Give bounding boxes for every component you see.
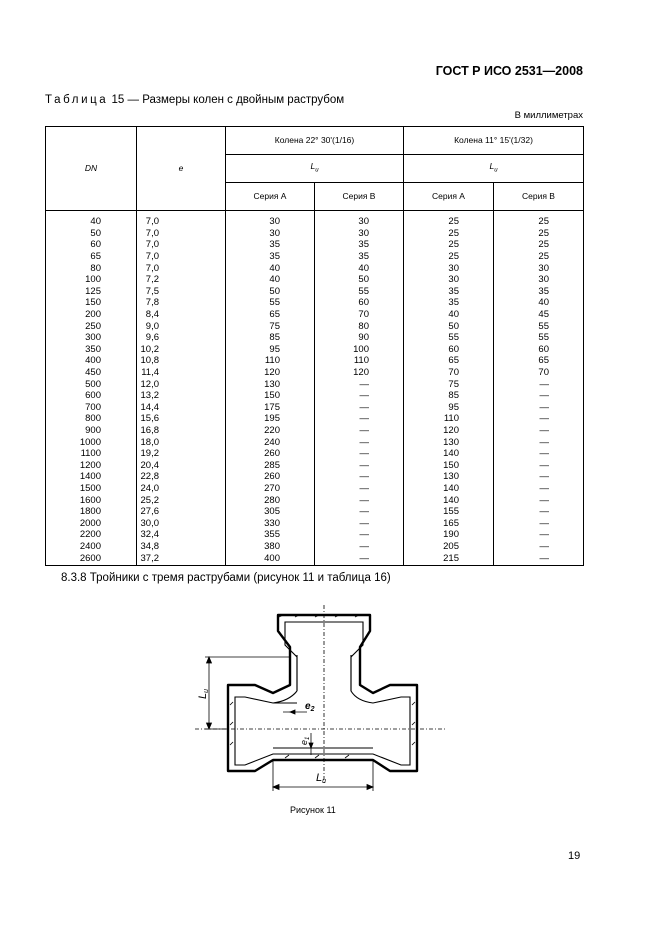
lu-horizontal-label bbox=[316, 772, 326, 785]
col-header-series-b-11: Серия В bbox=[494, 183, 584, 211]
table-row bbox=[46, 344, 584, 356]
cell-dn: 900 bbox=[46, 425, 137, 437]
cell-11-series-a: 25 bbox=[404, 211, 494, 228]
cell-22-series-b: — bbox=[315, 541, 404, 553]
lu-vertical-arrow-top bbox=[207, 657, 212, 663]
cell-e: 18,0 bbox=[137, 436, 226, 448]
cell-dn: 800 bbox=[46, 413, 137, 425]
table-row bbox=[46, 297, 584, 309]
cell-22-series-a: 280 bbox=[226, 494, 315, 506]
cell-11-series-a: 30 bbox=[404, 262, 494, 274]
cell-11-series-b: 30 bbox=[494, 262, 584, 274]
cell-22-series-b: 40 bbox=[315, 262, 404, 274]
cell-11-series-a: 95 bbox=[404, 402, 494, 414]
cell-11-series-a: 155 bbox=[404, 506, 494, 518]
cell-11-series-a: 130 bbox=[404, 436, 494, 448]
cell-e: 37,2 bbox=[137, 552, 226, 565]
cell-22-series-b: — bbox=[315, 402, 404, 414]
cell-e: 22,8 bbox=[137, 471, 226, 483]
cell-dn: 350 bbox=[46, 344, 137, 356]
cell-dn: 1000 bbox=[46, 436, 137, 448]
table-row bbox=[46, 262, 584, 274]
cell-11-series-a: 70 bbox=[404, 367, 494, 379]
cell-11-series-b: 55 bbox=[494, 320, 584, 332]
cell-22-series-a: 120 bbox=[226, 367, 315, 379]
cell-22-series-a: 260 bbox=[226, 471, 315, 483]
cell-11-series-a: 140 bbox=[404, 483, 494, 495]
cell-22-series-b: — bbox=[315, 471, 404, 483]
cell-11-series-a: 75 bbox=[404, 378, 494, 390]
cell-dn: 1600 bbox=[46, 494, 137, 506]
lu-subscript: u bbox=[315, 167, 319, 174]
table-row bbox=[46, 332, 584, 344]
cell-e: 7,0 bbox=[137, 262, 226, 274]
cell-22-series-b: — bbox=[315, 517, 404, 529]
cell-dn: 450 bbox=[46, 367, 137, 379]
cell-11-series-b: 40 bbox=[494, 297, 584, 309]
cell-11-series-a: 25 bbox=[404, 251, 494, 263]
cell-dn: 125 bbox=[46, 286, 137, 298]
table-row bbox=[46, 413, 584, 425]
table-row bbox=[46, 506, 584, 518]
cell-22-series-b: 60 bbox=[315, 297, 404, 309]
cell-11-series-b: — bbox=[494, 448, 584, 460]
cell-dn: 2200 bbox=[46, 529, 137, 541]
cell-dn: 50 bbox=[46, 228, 137, 240]
table-row bbox=[46, 541, 584, 553]
cell-11-series-a: 110 bbox=[404, 413, 494, 425]
cell-dn: 1500 bbox=[46, 483, 137, 495]
standard-header: ГОСТ Р ИСО 2531—2008 bbox=[435, 64, 583, 78]
cell-22-series-b: 50 bbox=[315, 274, 404, 286]
cell-22-series-b: 120 bbox=[315, 367, 404, 379]
cell-22-series-b: 90 bbox=[315, 332, 404, 344]
cell-11-series-b: — bbox=[494, 529, 584, 541]
cell-22-series-a: 40 bbox=[226, 262, 315, 274]
cell-dn: 40 bbox=[46, 211, 137, 228]
table-row bbox=[46, 494, 584, 506]
cell-e: 27,6 bbox=[137, 506, 226, 518]
cell-11-series-b: 35 bbox=[494, 286, 584, 298]
cell-dn: 1800 bbox=[46, 506, 137, 518]
cell-e: 20,4 bbox=[137, 459, 226, 471]
cell-22-series-b: — bbox=[315, 436, 404, 448]
cell-11-series-a: 215 bbox=[404, 552, 494, 565]
cell-22-series-a: 35 bbox=[226, 251, 315, 263]
cell-22-series-a: 220 bbox=[226, 425, 315, 437]
lu-symbol: L bbox=[310, 160, 316, 171]
cell-dn: 2600 bbox=[46, 552, 137, 565]
cell-11-series-a: 60 bbox=[404, 344, 494, 356]
table-caption-label: Таблица bbox=[45, 94, 109, 106]
cell-e: 16,8 bbox=[137, 425, 226, 437]
cell-22-series-b: 55 bbox=[315, 286, 404, 298]
figure-caption: Рисунок 11 bbox=[290, 805, 336, 815]
col-header-dn: DN bbox=[46, 127, 137, 211]
table-row bbox=[46, 320, 584, 332]
cell-11-series-b: — bbox=[494, 552, 584, 565]
table-row bbox=[46, 471, 584, 483]
cell-11-series-a: 130 bbox=[404, 471, 494, 483]
cell-e: 7,0 bbox=[137, 228, 226, 240]
table-row bbox=[46, 436, 584, 448]
lu-horizontal-arrow-right bbox=[367, 785, 373, 790]
cell-11-series-a: 35 bbox=[404, 286, 494, 298]
cell-22-series-b: — bbox=[315, 448, 404, 460]
cell-e: 14,4 bbox=[137, 402, 226, 414]
cell-22-series-a: 55 bbox=[226, 297, 315, 309]
table-row bbox=[46, 228, 584, 240]
table-row bbox=[46, 402, 584, 414]
cell-e: 13,2 bbox=[137, 390, 226, 402]
cell-dn: 500 bbox=[46, 378, 137, 390]
table-row bbox=[46, 448, 584, 460]
cell-22-series-b: 110 bbox=[315, 355, 404, 367]
e2-label bbox=[305, 701, 315, 713]
cell-dn: 400 bbox=[46, 355, 137, 367]
cell-22-series-a: 305 bbox=[226, 506, 315, 518]
cell-22-series-a: 30 bbox=[226, 228, 315, 240]
cell-dn: 600 bbox=[46, 390, 137, 402]
cell-e: 11,4 bbox=[137, 367, 226, 379]
cell-e: 8,4 bbox=[137, 309, 226, 321]
cell-22-series-a: 400 bbox=[226, 552, 315, 565]
cell-22-series-a: 175 bbox=[226, 402, 315, 414]
cell-22-series-b: 35 bbox=[315, 251, 404, 263]
cell-11-series-b: 65 bbox=[494, 355, 584, 367]
cell-dn: 1400 bbox=[46, 471, 137, 483]
cell-11-series-b: — bbox=[494, 402, 584, 414]
lu-horizontal-subscript: u bbox=[322, 778, 327, 785]
cell-11-series-a: 40 bbox=[404, 309, 494, 321]
cell-e: 7,0 bbox=[137, 239, 226, 251]
table-row bbox=[46, 309, 584, 321]
cell-11-series-a: 30 bbox=[404, 274, 494, 286]
cell-11-series-b: — bbox=[494, 494, 584, 506]
col-header-elbow-11: Колена 11° 15'(1/32) bbox=[404, 127, 584, 155]
lu-symbol: L bbox=[489, 160, 495, 171]
cell-22-series-a: 30 bbox=[226, 211, 315, 228]
cell-11-series-a: 35 bbox=[404, 297, 494, 309]
cell-22-series-a: 35 bbox=[226, 239, 315, 251]
cell-11-series-b: — bbox=[494, 390, 584, 402]
cell-22-series-a: 380 bbox=[226, 541, 315, 553]
cell-22-series-a: 330 bbox=[226, 517, 315, 529]
cell-e: 12,0 bbox=[137, 378, 226, 390]
cell-e: 7,0 bbox=[137, 251, 226, 263]
cell-11-series-a: 205 bbox=[404, 541, 494, 553]
col-header-lu-22 bbox=[226, 155, 404, 183]
table-row bbox=[46, 390, 584, 402]
cell-11-series-b: 45 bbox=[494, 309, 584, 321]
units-note: В миллиметрах bbox=[514, 110, 583, 121]
cell-dn: 60 bbox=[46, 239, 137, 251]
cell-11-series-b: — bbox=[494, 413, 584, 425]
lu-vertical-arrow-bottom bbox=[207, 723, 212, 729]
cell-11-series-a: 120 bbox=[404, 425, 494, 437]
lu-vertical-label bbox=[197, 689, 210, 699]
cell-22-series-a: 130 bbox=[226, 378, 315, 390]
cell-11-series-b: — bbox=[494, 483, 584, 495]
cell-e: 7,0 bbox=[137, 211, 226, 228]
cell-e: 7,2 bbox=[137, 274, 226, 286]
cell-22-series-a: 85 bbox=[226, 332, 315, 344]
cell-dn: 250 bbox=[46, 320, 137, 332]
cell-11-series-a: 165 bbox=[404, 517, 494, 529]
e2-symbol: e bbox=[305, 701, 311, 712]
cell-e: 32,4 bbox=[137, 529, 226, 541]
lu-horizontal-arrow-left bbox=[273, 785, 279, 790]
cell-e: 19,2 bbox=[137, 448, 226, 460]
cell-11-series-b: 25 bbox=[494, 211, 584, 228]
cell-dn: 1100 bbox=[46, 448, 137, 460]
cell-e: 34,8 bbox=[137, 541, 226, 553]
cell-22-series-b: 70 bbox=[315, 309, 404, 321]
cell-22-series-b: — bbox=[315, 494, 404, 506]
cell-11-series-b: 25 bbox=[494, 239, 584, 251]
cell-dn: 300 bbox=[46, 332, 137, 344]
table-row bbox=[46, 483, 584, 495]
cell-e: 10,8 bbox=[137, 355, 226, 367]
cell-22-series-a: 110 bbox=[226, 355, 315, 367]
cell-dn: 200 bbox=[46, 309, 137, 321]
cell-e: 25,2 bbox=[137, 494, 226, 506]
cell-11-series-b: — bbox=[494, 541, 584, 553]
cell-22-series-b: — bbox=[315, 483, 404, 495]
cell-22-series-b: 100 bbox=[315, 344, 404, 356]
col-header-series-a-22: Серия А bbox=[226, 183, 315, 211]
cell-dn: 2000 bbox=[46, 517, 137, 529]
cell-dn: 150 bbox=[46, 297, 137, 309]
lu-vertical-symbol: L bbox=[197, 692, 209, 699]
cell-dn: 65 bbox=[46, 251, 137, 263]
cell-e: 9,6 bbox=[137, 332, 226, 344]
cell-22-series-b: — bbox=[315, 552, 404, 565]
col-header-series-b-22: Серия В bbox=[315, 183, 404, 211]
cell-22-series-a: 95 bbox=[226, 344, 315, 356]
cell-11-series-b: — bbox=[494, 517, 584, 529]
e1-subscript: 1 bbox=[305, 736, 311, 740]
table-row bbox=[46, 378, 584, 390]
cell-11-series-a: 150 bbox=[404, 459, 494, 471]
col-header-e: e bbox=[137, 127, 226, 211]
cell-e: 9,0 bbox=[137, 320, 226, 332]
cell-22-series-b: — bbox=[315, 425, 404, 437]
table-row bbox=[46, 274, 584, 286]
cell-dn: 700 bbox=[46, 402, 137, 414]
cell-dn: 1200 bbox=[46, 459, 137, 471]
table-row bbox=[46, 286, 584, 298]
cell-22-series-b: 80 bbox=[315, 320, 404, 332]
cell-22-series-a: 75 bbox=[226, 320, 315, 332]
section-heading: 8.3.8 Тройники с тремя раструбами (рисунок 11 и таблица 16) bbox=[61, 572, 391, 584]
cell-11-series-b: — bbox=[494, 378, 584, 390]
cell-11-series-b: 30 bbox=[494, 274, 584, 286]
cell-e: 24,0 bbox=[137, 483, 226, 495]
cell-e: 10,2 bbox=[137, 344, 226, 356]
cell-11-series-a: 25 bbox=[404, 239, 494, 251]
cell-22-series-b: — bbox=[315, 378, 404, 390]
cell-22-series-b: — bbox=[315, 506, 404, 518]
table-row bbox=[46, 425, 584, 437]
table-row bbox=[46, 211, 584, 228]
cell-22-series-a: 195 bbox=[226, 413, 315, 425]
cell-22-series-a: 270 bbox=[226, 483, 315, 495]
cell-11-series-b: — bbox=[494, 471, 584, 483]
cell-e: 7,5 bbox=[137, 286, 226, 298]
cell-22-series-b: — bbox=[315, 529, 404, 541]
e2-subscript: 2 bbox=[310, 706, 315, 713]
cell-22-series-a: 50 bbox=[226, 286, 315, 298]
cell-11-series-a: 55 bbox=[404, 332, 494, 344]
page-number: 19 bbox=[568, 850, 581, 862]
cell-11-series-a: 140 bbox=[404, 448, 494, 460]
e1-symbol: e bbox=[299, 739, 309, 745]
cell-22-series-a: 285 bbox=[226, 459, 315, 471]
cell-11-series-b: 60 bbox=[494, 344, 584, 356]
table-row bbox=[46, 552, 584, 565]
cell-11-series-b: 55 bbox=[494, 332, 584, 344]
cell-11-series-a: 65 bbox=[404, 355, 494, 367]
table-row bbox=[46, 367, 584, 379]
cell-22-series-a: 355 bbox=[226, 529, 315, 541]
tee-drawing bbox=[195, 605, 445, 800]
cell-22-series-b: 30 bbox=[315, 228, 404, 240]
cell-11-series-b: 25 bbox=[494, 228, 584, 240]
cell-11-series-a: 85 bbox=[404, 390, 494, 402]
table-row bbox=[46, 529, 584, 541]
col-header-lu-11 bbox=[404, 155, 584, 183]
table-caption-title: — Размеры колен с двойным раструбом bbox=[127, 94, 345, 106]
cell-11-series-b: — bbox=[494, 425, 584, 437]
cell-22-series-b: 30 bbox=[315, 211, 404, 228]
lu-vertical-subscript: u bbox=[203, 688, 210, 693]
cell-11-series-b: — bbox=[494, 506, 584, 518]
lu-subscript: u bbox=[494, 167, 498, 174]
table-row bbox=[46, 251, 584, 263]
cell-22-series-a: 150 bbox=[226, 390, 315, 402]
cell-11-series-b: — bbox=[494, 459, 584, 471]
table-row bbox=[46, 355, 584, 367]
cell-22-series-a: 40 bbox=[226, 274, 315, 286]
cell-22-series-a: 260 bbox=[226, 448, 315, 460]
cell-22-series-b: — bbox=[315, 390, 404, 402]
cell-22-series-a: 65 bbox=[226, 309, 315, 321]
cell-22-series-b: — bbox=[315, 459, 404, 471]
cell-dn: 80 bbox=[46, 262, 137, 274]
cell-e: 30,0 bbox=[137, 517, 226, 529]
table-caption bbox=[45, 94, 344, 106]
col-header-series-a-11: Серия А bbox=[404, 183, 494, 211]
cell-e: 7,8 bbox=[137, 297, 226, 309]
lu-horizontal-symbol: L bbox=[316, 772, 323, 784]
cell-dn: 100 bbox=[46, 274, 137, 286]
table-caption-number: 15 bbox=[111, 94, 125, 106]
cell-dn: 2400 bbox=[46, 541, 137, 553]
e2-arrow bbox=[290, 710, 295, 714]
cell-11-series-a: 140 bbox=[404, 494, 494, 506]
cell-11-series-a: 190 bbox=[404, 529, 494, 541]
cell-11-series-b: 25 bbox=[494, 251, 584, 263]
cell-e: 15,6 bbox=[137, 413, 226, 425]
col-header-elbow-22: Колена 22° 30'(1/16) bbox=[226, 127, 404, 155]
tee-inner-outline bbox=[235, 622, 410, 765]
table-row bbox=[46, 239, 584, 251]
cell-11-series-b: 70 bbox=[494, 367, 584, 379]
cell-22-series-a: 240 bbox=[226, 436, 315, 448]
table-body bbox=[46, 211, 584, 566]
cell-11-series-a: 50 bbox=[404, 320, 494, 332]
elbow-dimensions-table bbox=[45, 126, 584, 566]
cell-22-series-b: 35 bbox=[315, 239, 404, 251]
table-row bbox=[46, 517, 584, 529]
e1-arrow bbox=[309, 743, 313, 748]
cell-11-series-a: 25 bbox=[404, 228, 494, 240]
table-row bbox=[46, 459, 584, 471]
cell-22-series-b: — bbox=[315, 413, 404, 425]
cell-11-series-b: — bbox=[494, 436, 584, 448]
